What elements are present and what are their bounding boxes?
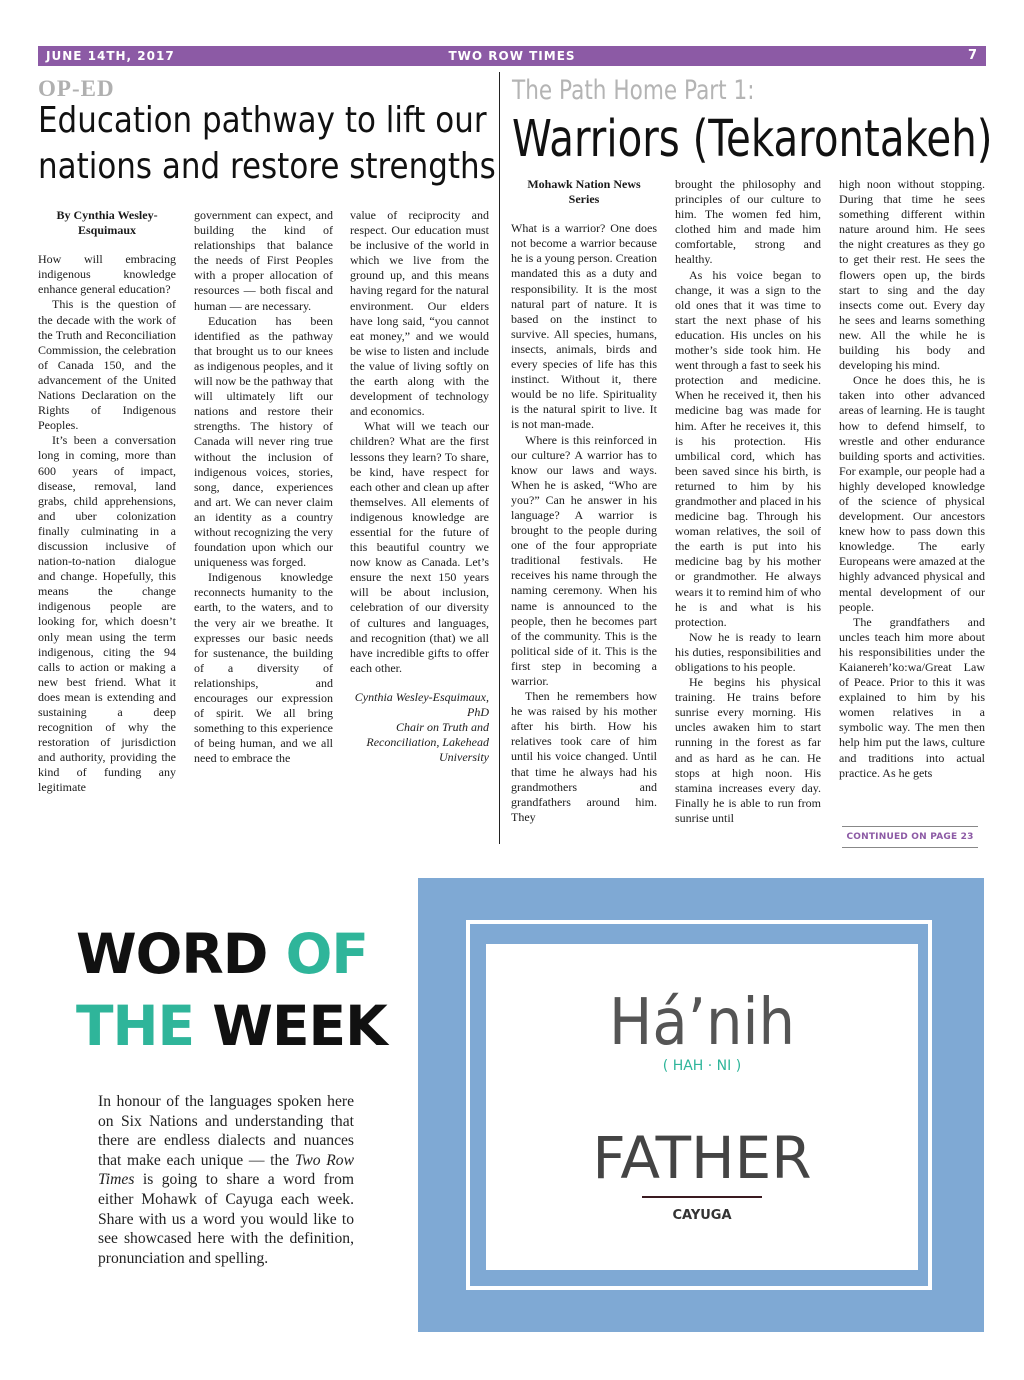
title-week: WEEK bbox=[212, 994, 387, 1058]
pathhome-headline: Warriors (Tekarontakeh) bbox=[512, 110, 993, 169]
oped-headline-line2: nations and restore strengths bbox=[38, 146, 496, 187]
oped-headline bbox=[38, 98, 496, 190]
featured-word: Há’nih bbox=[609, 986, 795, 1060]
oped-paragraph: Education has been identified as the pathway that brought us to our knees as indigenous peoples, and it will now be the pathway that will ultimately lift our nations and restore their strengths. The history of Canada will never ring true without the inclusion of indigenous voices, stories, song, dance, experiences and art. We can never claim an identity as a country without recognizing the very foundation upon which our uniqueness was forged. bbox=[194, 313, 333, 570]
pathhome-paragraph: Now he is ready to learn his duties, responsibilities and obligations to his people. bbox=[675, 629, 821, 674]
pathhome-kicker: The Path Home Part 1: bbox=[512, 75, 755, 106]
pathhome-paragraph: What is a warrior? One does not become a warrior because he is a young person. Creation mandated this as a duty and responsibility. It is the most natural part of nature. It is based on the instinct to survive. All species, humans, insects, animals, birds and every species of life has this instinct. Without it, there would be no life. Spirituality is the natural spirit to live. It is not man-made. bbox=[511, 221, 657, 432]
title-of: OF bbox=[285, 922, 368, 986]
oped-paragraph: How will embracing indigenous knowledge enhance general education? bbox=[38, 252, 176, 297]
header-band bbox=[38, 46, 986, 66]
pathhome-column-3 bbox=[839, 177, 985, 822]
continued-link[interactable]: CONTINUED ON PAGE 23 bbox=[842, 826, 978, 848]
oped-paragraph: Indigenous knowledge reconnects humanity to the earth, to the waters, and to the very air we breathe. It expresses our basic needs for sustenance, the building of a diversity of relationships, and encourages our expression of spirit. We all bring something to this experience of being human, and we all need to embrace the bbox=[194, 570, 333, 766]
pathhome-paragraph: Where is this reinforced in our culture? A warrior has to know our laws and ways. When he is asked, “Who are you?” Can he answer in his language? A warrior is brought to the people during one of the four appropriate traditional festivals. He receives his name through the naming ceremony. When his name is announced to the people, then he becomes part of the community. This is the political side of it. This is the first step in becoming a warrior. bbox=[511, 432, 657, 688]
oped-paragraph: value of reciprocity and respect. Our education must be inclusive of the world in which we live from the ground up, and this means having regard for the natural environment. Our elders have long said, “you cannot eat money,” and we would be wise to listen and include the value of living softly on the earth along with the development of technology and economics. bbox=[350, 208, 489, 419]
title-the: THE bbox=[76, 994, 195, 1058]
intro-text-a: In honour of the languages spoken here on Six Nations and understanding that there are endless dialects and nuances that make each unique — the bbox=[98, 1093, 354, 1169]
oped-byline: By Cynthia Wesley-Esquimaux bbox=[56, 208, 158, 238]
oped-column-2 bbox=[194, 208, 333, 848]
oped-headline-line1: Education pathway to lift our bbox=[38, 100, 487, 141]
pathhome-paragraph: Once he does this, he is taken into other advanced areas of learning. He is taught how to defend himself, to wrestle and other endurance building sports and activities. For example, our people had a highly developed knowledge of the science of physical development. Our ancestors knew how to pass down this knowledge. The early Europeans were amazed at the highly advanced physical and mental development of our people. bbox=[839, 373, 985, 614]
pathhome-paragraph: Then he remembers how he was raised by his mother after his birth. How his relatives took care of him until his voice changed. Until that time he always had his grandmothers and grandfathers around him. They bbox=[511, 689, 657, 824]
oped-paragraph: This is the question of the decade with the work of the Truth and Reconciliation Commission, the celebration of Canada 150, and the advancement of the United Nations Declaration on the Rights of Indigenous Peoples. bbox=[38, 297, 176, 433]
page-number: 7 bbox=[967, 48, 978, 63]
pathhome-paragraph: He begins his physical training. He trains before sunrise every morning. His uncles awaken him to start running in the forest as far and as hard as he can. He stops at high noon. His stamina increases every day. Finally he is able to run from sunrise until bbox=[675, 675, 821, 825]
pathhome-paragraph: brought the philosophy and principles of our culture to him. The women fed him, clothed him and made him comfortable, strong and healthy. bbox=[675, 177, 821, 267]
word-translation: FATHER bbox=[592, 1124, 812, 1192]
oped-kicker: OP-ED bbox=[38, 76, 115, 101]
oped-signature-name: Cynthia Wesley-Esquimaux, PhD bbox=[354, 689, 489, 719]
oped-paragraph: government can expect, and building the kind of relationships that balance the needs of First Peoples with a proper allocation of resources — both fiscal and human — are necessary. bbox=[194, 208, 333, 313]
title-word: WORD bbox=[76, 922, 268, 986]
pathhome-paragraph: high noon without stopping. During that time he sees something different within nature around him. He sees the night creatures as they go to get their rest. He sees the flowers open up, the birds start to sing and the day insects come out. Every day he sees and learns something new. All the while he is building his body and developing his mind. bbox=[839, 177, 985, 373]
pathhome-column-2 bbox=[675, 177, 821, 847]
intro-text-b: is going to share a word from either Mohawk of Cayuga each week. Share with us a word you would like to see showcased here with the definition, pronunciation and spelling. bbox=[98, 1171, 354, 1267]
intro-paper-name: Two Row Times bbox=[98, 1151, 354, 1189]
paper-name: TWO ROW TIMES bbox=[448, 49, 576, 63]
issue-date: JUNE 14TH, 2017 bbox=[46, 49, 175, 63]
word-rule bbox=[642, 1196, 762, 1198]
oped-paragraph: It’s been a conversation long in coming, more than 600 years of impact, disease, removal, land grabs, child apprehensions, and uber colonization finally culminating in a discussion inclusive of nation-to-nation dialogue and change. Hopefully, this means the change indigenous people are looking for, which doesn’t only mean using the term indigenous, citing the 94 calls to action or making a new best friend. What it does mean is extending and sustaining a deep recognition of why the restoration of jurisdiction and authority, providing the kind of funding any legitimate bbox=[38, 433, 176, 795]
word-of-the-week-intro bbox=[98, 1092, 354, 1268]
oped-column-3 bbox=[350, 208, 489, 848]
word-pronunciation: ( HAH · NI ) bbox=[662, 1058, 742, 1074]
pathhome-paragraph: The grandfathers and uncles teach him more about his responsibilities under the Kaianereh’ko:wa/Great Law of Peace. Prior to this it was explained to him by his women relatives in a symbolic way. The men then help him put the laws, culture and traditions into actual practice. As he gets bbox=[839, 614, 985, 780]
oped-signature-title: Chair on Truth and Reconciliation, Lakehead University bbox=[366, 720, 489, 765]
pathhome-series: Mohawk Nation News Series bbox=[527, 177, 641, 207]
oped-column-1 bbox=[38, 208, 176, 848]
word-of-the-week-title bbox=[76, 918, 387, 1062]
word-language: CAYUGA bbox=[672, 1208, 732, 1223]
oped-paragraph: What will we teach our children? What are the first lessons they learn? To share, be kind, have respect for each other and clean up after themselves. All elements of indigenous knowledge are essential for the future of this beautiful country we now know as Canada. Let’s ensure the next 150 years will be about inclusion, celebration of our diversity of cultures and languages, and recognition (that) we all have incredible gifts to offer each other. bbox=[350, 419, 489, 675]
pathhome-paragraph: As his voice began to change, it was a sign to the old ones that it was time to start the next phase of his education. His uncles on his mother’s side took him. He went through a fast to seek his protection and medicine. When he received it, then his medicine bag was made for him. After he receives it, this is his protection. His umbilical cord, which has been saved since his birth, is returned to him by his grandmother and placed in his medicine bag. Through his woman relatives, the soil of the earth is put into his medicine bag by his mother or grandmother. He always wears it to remind him of who he is and what is his protection. bbox=[675, 267, 821, 629]
column-divider bbox=[499, 72, 500, 844]
pathhome-column-1 bbox=[511, 177, 657, 847]
